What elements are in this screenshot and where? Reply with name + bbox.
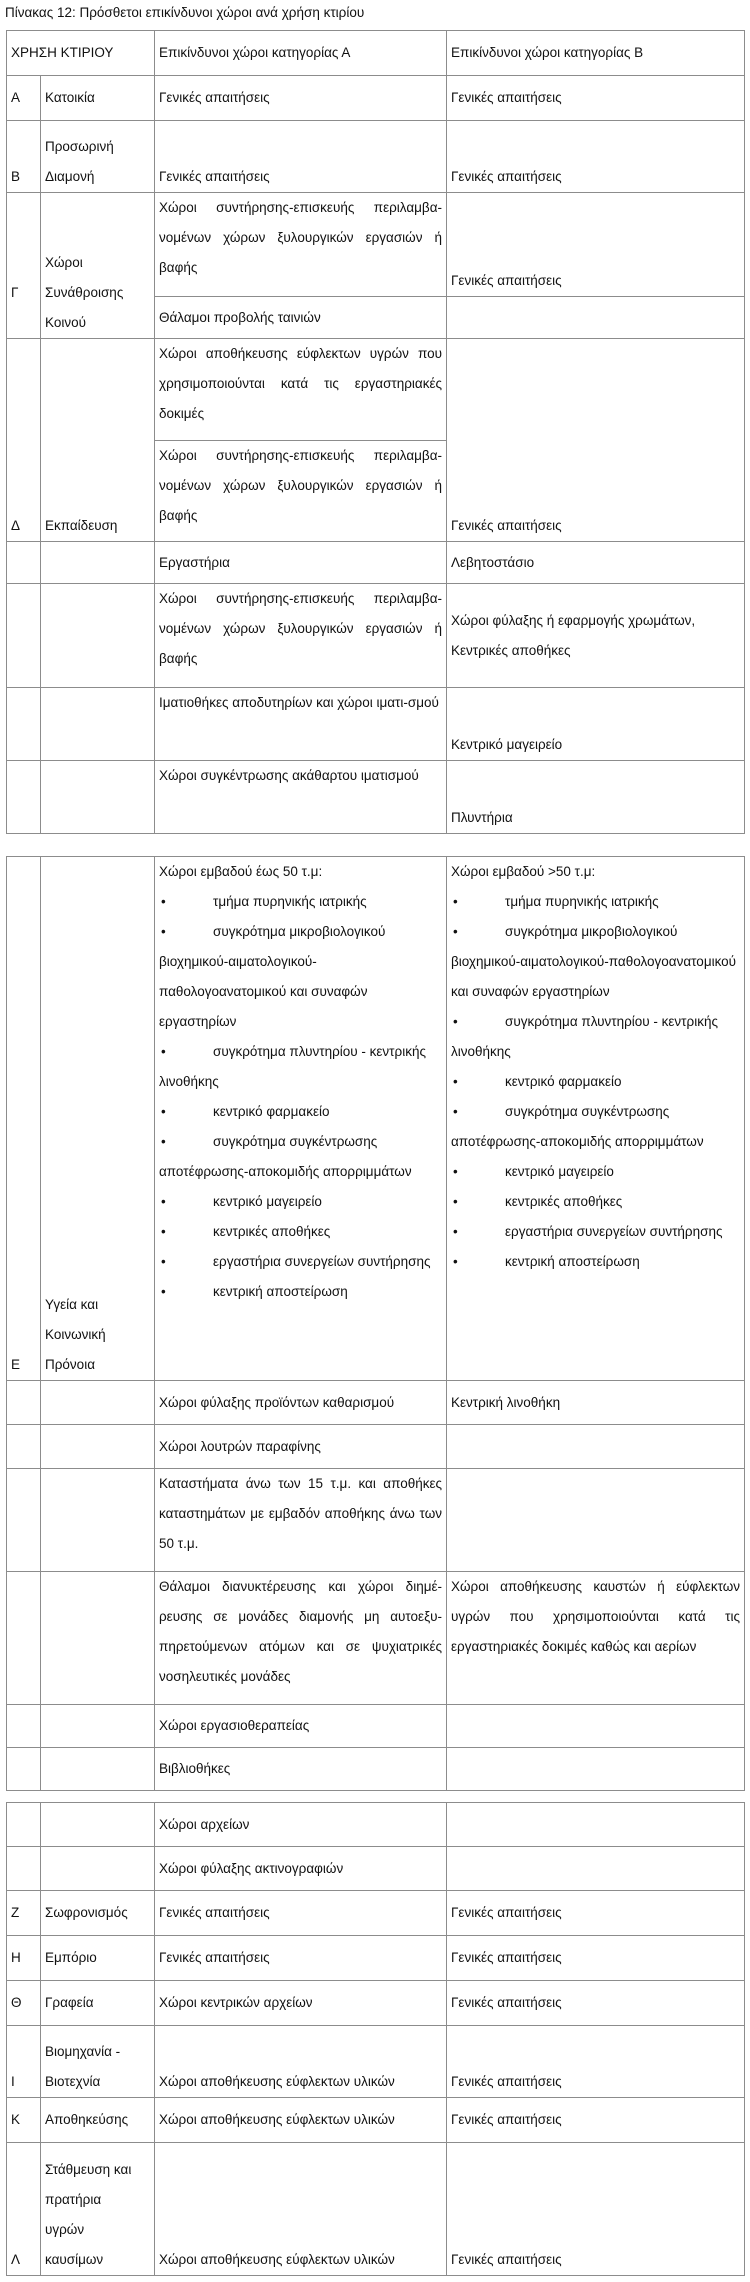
cell-category-a: Χώροι αρχείων [155,1803,447,1847]
cell-category-a: Χώροι αποθήκευσης εύφλεκτων υλικών [155,2143,447,2276]
table-row [7,584,745,688]
cell-category-b: Γενικές απαιτήσεις [447,121,745,193]
list-item: • συγκρότημα πλυντηρίου - κεντρικής λινοθήκης [159,1044,426,1089]
list-item: • τμήμα πυρηνικής ιατρικής [453,894,659,909]
table-row [7,121,745,193]
row-letter: Λ [7,2143,41,2276]
table-row [7,1572,745,1705]
cell-category-a: Βιβλιοθήκες [155,1748,447,1791]
cell-category-b: Γενικές απαιτήσεις [447,1936,745,1981]
row-letter: Ζ [7,1891,41,1936]
cell-category-b [447,297,745,339]
cell-category-a: Χώροι αποθήκευσης εύφλεκτων υλικών [155,2026,447,2098]
hazard-table-part-1 [6,30,745,834]
table-row [7,857,745,1381]
header-category-b: Επικίνδυνοι χώροι κατηγορίας Β [447,31,745,76]
cell-category-a: Θάλαμοι προβολής ταινιών [155,297,447,339]
cell-category-a: Χώροι συντήρησης-επισκευής περιλαμβα-νομένων χώρων ξυλουργικών εργασιών ή βαφής [155,584,447,688]
cell-category-a: Χώροι λουτρών παραφίνης [155,1425,447,1469]
cell-category-a: Χώροι φύλαξης προϊόντων καθαρισμού [155,1381,447,1425]
cell-category-a: Χώροι συντήρησης-επισκευής περιλαμβα-νομένων χώρων ξυλουργικών εργασιών ή βαφής [155,193,447,297]
table-row [7,1748,745,1791]
cell-category-b: Χώροι φύλαξης ή εφαρμογής χρωμάτων, Κεντρικές αποθήκες [447,584,745,688]
row-use: Αποθηκεύσης [41,2098,155,2143]
table-row [7,688,745,761]
table-row [7,1425,745,1469]
cell-category-a: Θάλαμοι διανυκτέρευσης και χώροι διημέ-ρευσης σε μονάδες διαμονής μη αυτοεξυ-πηρετούμενων ατόμων και σε ψυχιατρικές νοσηλευτικές μονάδες [155,1572,447,1705]
cell-category-a: Γενικές απαιτήσεις [155,1891,447,1936]
list-item: • εργαστήρια συνεργείων συντήρησης [161,1254,431,1269]
row-letter: Ε [7,857,41,1381]
table-row [7,1381,745,1425]
table-row [7,761,745,834]
list-item: • εργαστήρια συνεργείων συντήρησης [453,1224,723,1239]
cell-category-a: Γενικές απαιτήσεις [155,121,447,193]
row-letter: Θ [7,1981,41,2026]
list-item: • συγκρότημα συγκέντρωσης αποτέφρωσης-αποκομιδής απορριμμάτων [159,1134,412,1179]
row-use: Προσωρινή Διαμονή [41,121,155,193]
row-letter: Η [7,1936,41,1981]
cell-category-a: Ιματιοθήκες αποδυτηρίων και χώροι ιματι-σμού [155,688,447,761]
list-item: • κεντρική αποστείρωση [453,1254,640,1269]
table-row [7,1936,745,1981]
cell-category-a: Χώροι συγκέντρωσης ακάθαρτου ιματισμού [155,761,447,834]
list-item: • κεντρικό φαρμακείο [161,1104,330,1119]
header-use: ΧΡΗΣΗ ΚΤΙΡΙΟΥ [7,31,155,76]
row-letter: Γ [7,193,41,339]
row-letter: Α [7,76,41,121]
list-item: • κεντρικό φαρμακείο [453,1074,622,1089]
cell-category-b: Λεβητοστάσιο [447,542,745,584]
cell-category-a: Γενικές απαιτήσεις [155,76,447,121]
row-letter: Δ [7,339,41,542]
table-row [7,2098,745,2143]
row-use: Βιομηχανία - Βιοτεχνία [41,2026,155,2098]
list-item: • συγκρότημα μικροβιολογικού βιοχημικού-αιματολογικού-παθολογοανατομικού και συναφών εργαστηρίων [451,924,737,999]
hazard-table-part-2 [6,856,745,1791]
row-use: Χώροι Συνάθροισης Κοινού [41,193,155,339]
cell-category-a: Χώροι αποθήκευσης εύφλεκτων υγρών που χρησιμοποιούνται κατά τις εργαστηριακές δοκιμές [155,339,447,441]
cell-category-b: Χώροι αποθήκευσης καυστών ή εύφλεκτων υγρών που χρησιμοποιούνται κατά τις εργαστηριακές δοκιμές καθώς και αερίων [447,1572,745,1705]
cell-category-b: Κεντρική λινοθήκη [447,1381,745,1425]
cell-category-a: Εργαστήρια [155,542,447,584]
table-row [7,193,745,297]
cell-category-b: Γενικές απαιτήσεις [447,339,745,542]
row-use: Κατοικία [41,76,155,121]
row-letter: Β [7,121,41,193]
row-use: Γραφεία [41,1981,155,2026]
cell-category-b: Πλυντήρια [447,761,745,834]
row-use: Σωφρονισμός [41,1891,155,1936]
row-use: Στάθμευση και πρατήρια υγρών καυσίμων [41,2143,155,2276]
header-category-a: Επικίνδυνοι χώροι κατηγορίας Α [155,31,447,76]
list-item: • συγκρότημα πλυντηρίου - κεντρικής λινοθήκης [451,1014,718,1059]
table-row [7,1847,745,1891]
table-row [7,2026,745,2098]
cell-category-b: Χώροι εμβαδού >50 τ.μ: • τμήμα πυρηνικής ιατρικής • συγκρότημα μικροβιολογικού βιοχημικού-αιματολογικού-παθολογοανατομικού και συναφών εργαστηρίων • συγκρότημα πλυντηρίου - κεντρικής λινοθήκης • κεντρικό φαρμακείο • συγκρότημα συγκέντρωσης αποτέφρωσης-αποκομιδής απορριμμάτων • κεντρικό μαγειρείο • κεντρικές αποθήκες • εργαστήρια συνεργείων συντήρησης • κεντρική αποστείρωση [447,857,745,1381]
cell-category-a: Χώροι κεντρικών αρχείων [155,1981,447,2026]
cell-category-a: Χώροι αποθήκευσης εύφλεκτων υλικών [155,2098,447,2143]
table-row [7,542,745,584]
row-use: Εμπόριο [41,1936,155,1981]
table-row [7,1803,745,1847]
list-item: • κεντρικές αποθήκες [161,1224,331,1239]
cell-category-b: Γενικές απαιτήσεις [447,2098,745,2143]
row-use: Υγεία και Κοινωνική Πρόνοια [41,857,155,1381]
cell-category-b: Γενικές απαιτήσεις [447,2143,745,2276]
list-item: • κεντρικό μαγειρείο [161,1194,322,1209]
table-row [7,1705,745,1748]
cell-category-b: Κεντρικό μαγειρείο [447,688,745,761]
table-row [7,2143,745,2276]
list-item: • κεντρικές αποθήκες [453,1194,623,1209]
table-row [7,1469,745,1572]
table-caption: Πίνακας 12: Πρόσθετοι επικίνδυνοι χώροι ανά χρήση κτιρίου [5,5,365,20]
cell-category-b: Γενικές απαιτήσεις [447,193,745,297]
list-item: • συγκρότημα συγκέντρωσης αποτέφρωσης-αποκομιδής απορριμμάτων [451,1104,704,1149]
table-row [7,1891,745,1936]
cell-category-b: Γενικές απαιτήσεις [447,1891,745,1936]
table-row [7,339,745,441]
cell-category-a: Χώροι φύλαξης ακτινογραφιών [155,1847,447,1891]
cell-category-b: Γενικές απαιτήσεις [447,2026,745,2098]
cell-category-a: Καταστήματα άνω των 15 τ.μ. και αποθήκες καταστημάτων με εμβαδόν αποθήκης άνω των 50 τ.μ. [155,1469,447,1572]
list-item: • κεντρικό μαγειρείο [453,1164,614,1179]
cell-category-b: Γενικές απαιτήσεις [447,1981,745,2026]
row-letter: Κ [7,2098,41,2143]
table-row [7,76,745,121]
cell-category-b: Γενικές απαιτήσεις [447,76,745,121]
list-item: • κεντρική αποστείρωση [161,1284,348,1299]
row-letter: Ι [7,2026,41,2098]
row-use: Εκπαίδευση [41,339,155,542]
list-item: • τμήμα πυρηνικής ιατρικής [161,894,367,909]
table-row [7,1981,745,2026]
cell-category-a: Χώροι συντήρησης-επισκευής περιλαμβα-νομένων χώρων ξυλουργικών εργασιών ή βαφής [155,441,447,542]
cell-category-a: Χώροι εργασιοθεραπείας [155,1705,447,1748]
hazard-table-part-3 [6,1802,745,2276]
list-item: • συγκρότημα μικροβιολογικού βιοχημικού-αιματολογικού-παθολογοανατομικού και συναφών εργαστηρίων [159,924,386,1029]
cell-category-a: Χώροι εμβαδού έως 50 τ.μ: • τμήμα πυρηνικής ιατρικής • συγκρότημα μικροβιολογικού βιοχημικού-αιματολογικού-παθολογοανατομικού και συναφών εργαστηρίων • συγκρότημα πλυντηρίου - κεντρικής λινοθήκης • κεντρικό φαρμακείο • συγκρότημα συγκέντρωσης αποτέφρωσης-αποκομιδής απορριμμάτων • κεντρικό μαγειρείο • κεντρικές αποθήκες • εργαστήρια συνεργείων συντήρησης • κεντρική αποστείρωση [155,857,447,1381]
cell-category-a: Γενικές απαιτήσεις [155,1936,447,1981]
table-header-row [7,31,745,76]
